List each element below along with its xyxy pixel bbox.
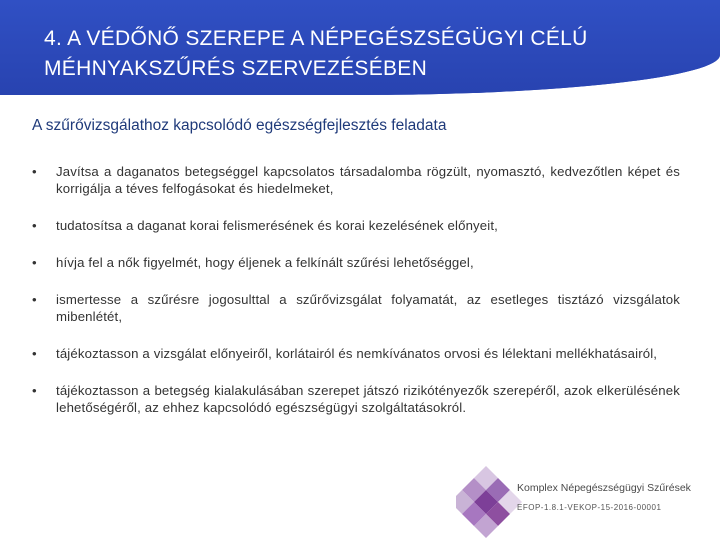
slide-title <box>44 24 704 84</box>
section-subheading: A szűrővizsgálathoz kapcsolódó egészségfejlesztés feladata <box>32 117 447 134</box>
diamond-logo-icon <box>456 458 716 540</box>
list-item: • ismertesse a szűrésre jogosulttal a szűrővizsgálat folyamatát, az esetleges tisztázó vizsgálatok mibenlétét, <box>32 291 680 325</box>
slide-title-line2: MÉHNYAKSZŰRÉS SZERVEZÉSÉBEN <box>44 57 428 80</box>
list-item: • tájékoztasson a vizsgálat előnyeiről, korlátairól és nemkívánatos orvosi és lélektani mellékhatásairól, <box>32 345 680 362</box>
logo-project-code: EFOP-1.8.1-VEKOP-15-2016-00001 <box>517 503 662 512</box>
list-item: • hívja fel a nők figyelmét, hogy éljenek a felkínált szűrési lehetőséggel, <box>32 254 680 271</box>
list-item: • Javítsa a daganatos betegséggel kapcsolatos társadalomba rögzült, nyomasztó, kedvezőtlen képet és korrigálja a téves felfogásokat és hiedelmeket, <box>32 163 680 197</box>
slide-title-line1: 4. A VÉDŐNŐ SZEREPE A NÉPEGÉSZSÉGÜGYI CÉLÚ <box>44 27 588 50</box>
logo-name: Komplex Népegészségügyi Szűrések <box>517 482 691 494</box>
title-banner <box>0 0 720 95</box>
task-list <box>32 163 680 416</box>
list-item: • tájékoztasson a betegség kialakulásában szerepet játszó rizikótényezők szerepéről, azok elkerülésének lehetőségéről, az ehhez kapcsolódó egészségügyi szolgáltatásokról. <box>32 382 680 416</box>
list-item: • tudatosítsa a daganat korai felismerésének és korai kezelésének előnyeit, <box>32 217 680 234</box>
